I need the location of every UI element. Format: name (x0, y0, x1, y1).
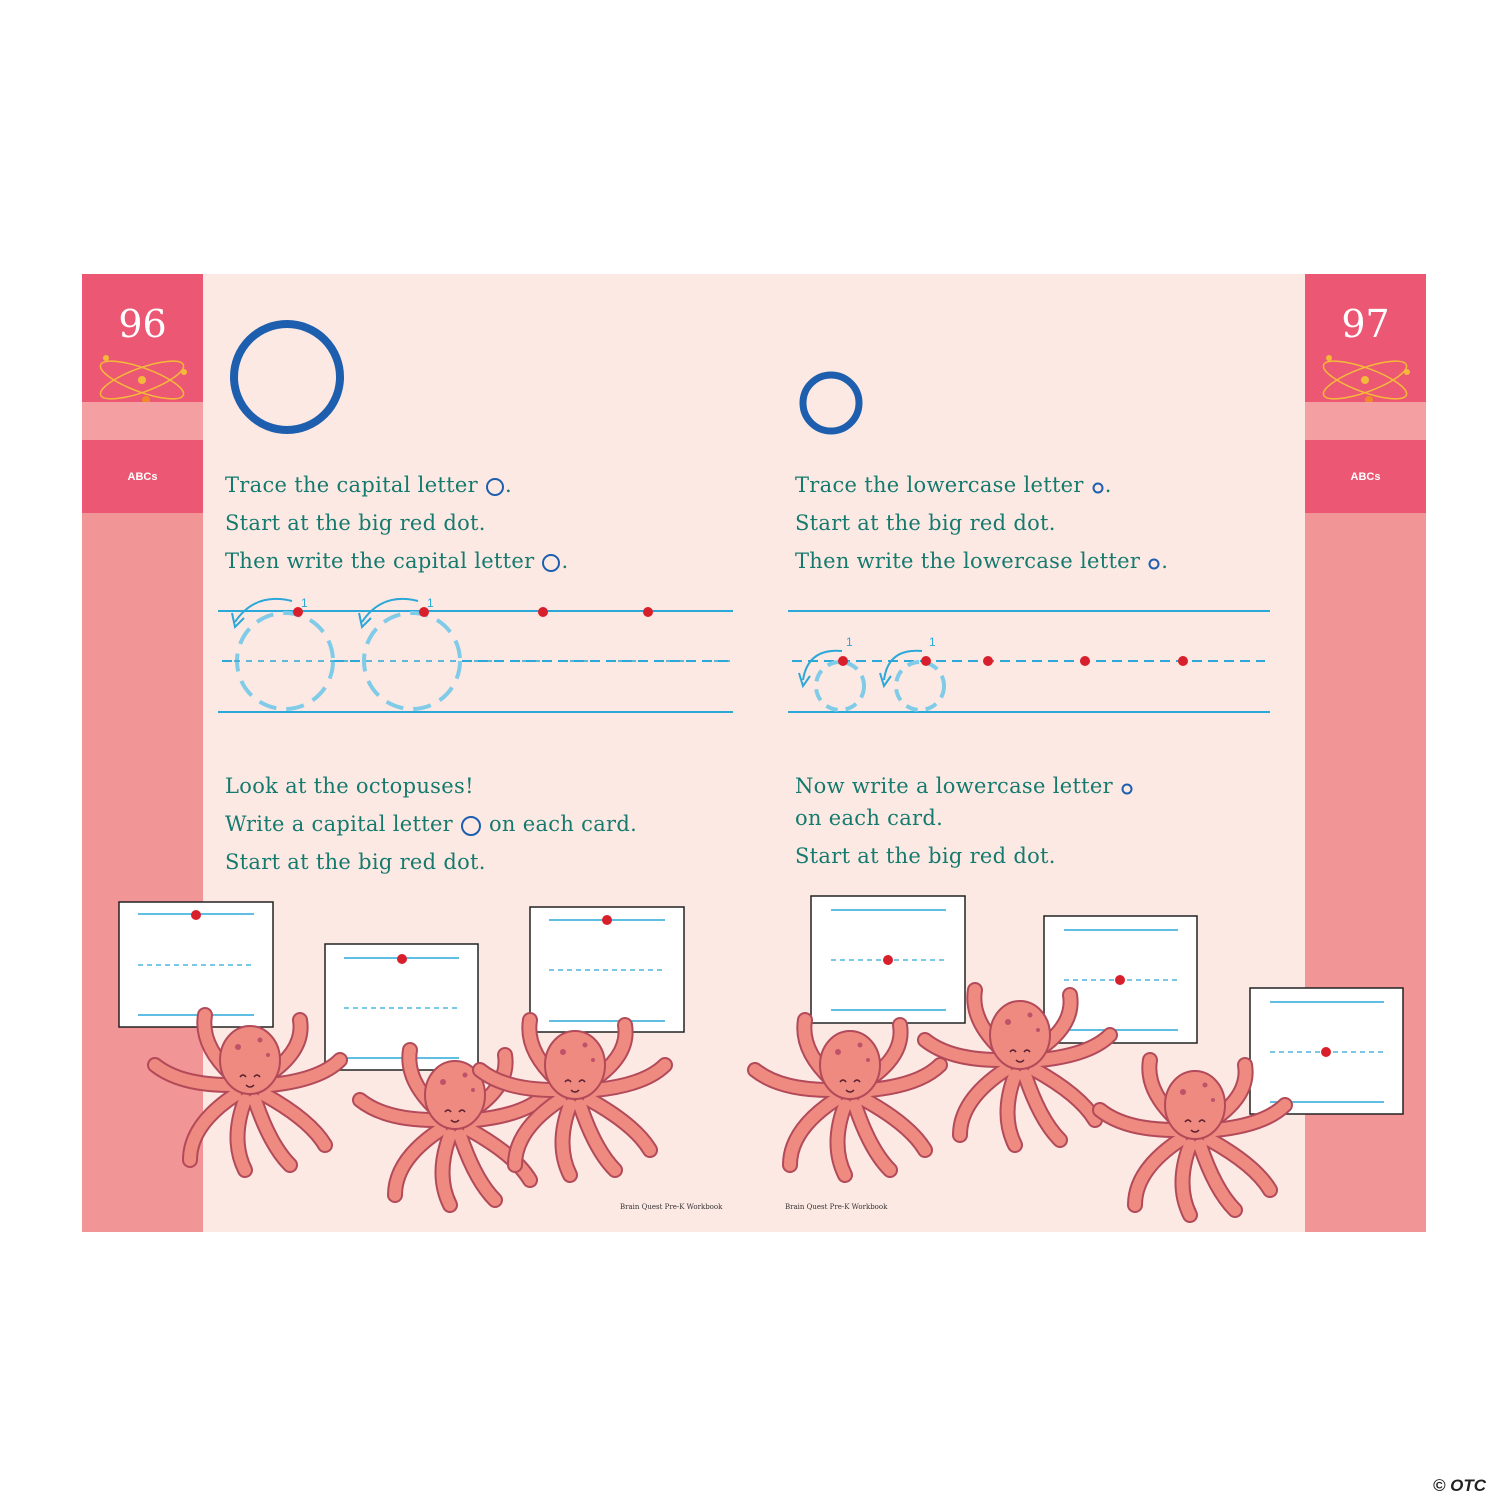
writing-card[interactable] (811, 896, 965, 1023)
left-instruction-look: Look at the octopuses! (225, 774, 474, 798)
writing-card[interactable] (530, 907, 684, 1032)
big-capital-o (234, 324, 340, 430)
copyright-mark: © OTC (1432, 1476, 1486, 1495)
stroke-number: 1 (301, 596, 308, 610)
right-instruction-start2: Start at the big red dot. (795, 844, 1056, 868)
section-label: ABCs (1305, 440, 1426, 513)
right-instruction-cards: on each card. (795, 806, 944, 830)
octopus-illustration (755, 1020, 940, 1175)
left-instruction-start: Start at the big red dot. (225, 511, 486, 535)
stroke-number: 1 (846, 635, 853, 649)
stroke-number: 1 (427, 596, 434, 610)
big-lowercase-o (803, 375, 859, 431)
left-footer: Brain Quest Pre-K Workbook (620, 1203, 723, 1211)
left-instruction-start2: Start at the big red dot. (225, 850, 486, 874)
page-number: 97 (1341, 302, 1390, 346)
right-footer: Brain Quest Pre-K Workbook (785, 1203, 888, 1211)
left-instruction-write: Then write the capital letter . (225, 549, 569, 573)
octopus-illustration (360, 1050, 545, 1205)
left-instruction-cards: Write a capital letter on each card. (225, 812, 638, 836)
writing-card[interactable] (119, 902, 273, 1027)
right-instruction-write: Then write the lowercase letter . (795, 549, 1169, 573)
right-instruction-start: Start at the big red dot. (795, 511, 1056, 535)
right-tracing-lines (788, 611, 1270, 712)
page-number: 96 (118, 302, 167, 346)
right-instruction-trace: Trace the lowercase letter . (795, 473, 1112, 497)
left-tracing-lines (218, 599, 733, 712)
section-label: ABCs (82, 440, 203, 513)
octopus-illustration (155, 1015, 340, 1170)
right-instruction-now: Now write a lowercase letter (795, 773, 1134, 799)
writing-card[interactable] (325, 944, 478, 1070)
writing-card[interactable] (1250, 988, 1403, 1114)
left-instruction-trace: Trace the capital letter . (225, 473, 512, 497)
stroke-number: 1 (929, 635, 936, 649)
